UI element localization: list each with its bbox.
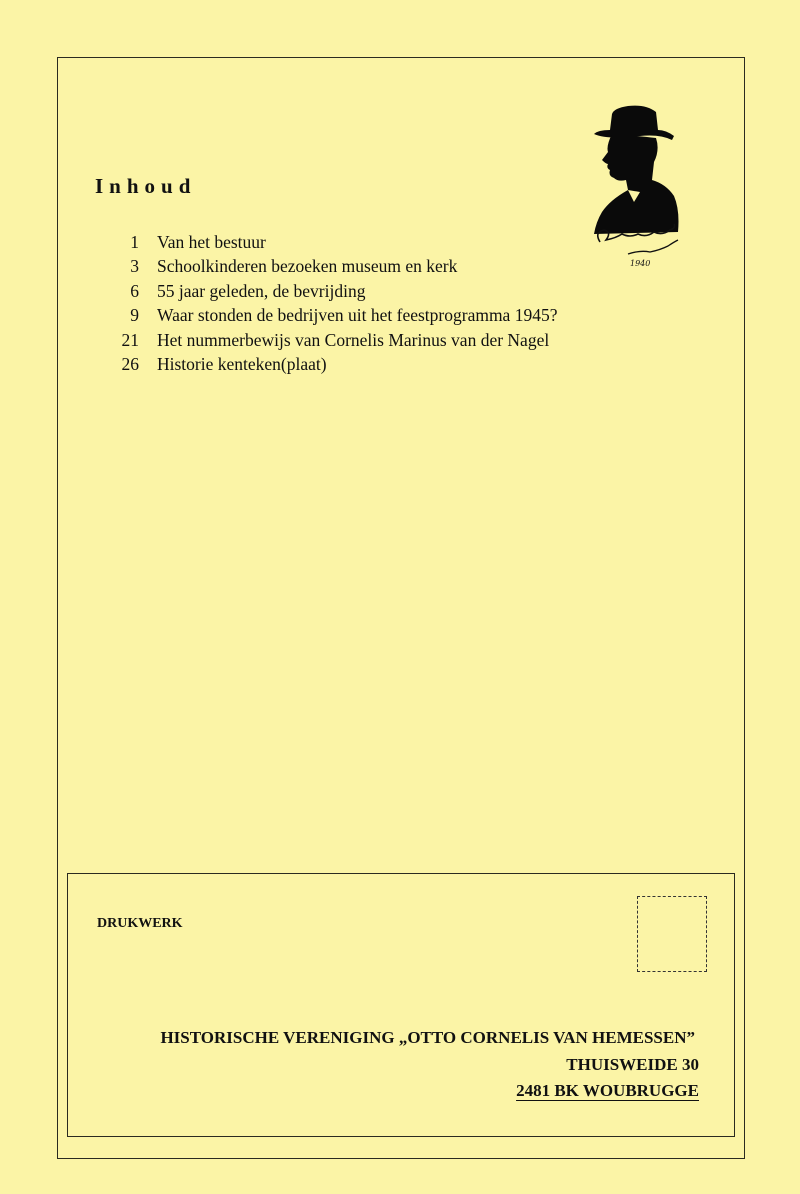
silhouette-portrait-icon bbox=[588, 100, 688, 270]
entry-title: 55 jaar geleden, de bevrijding bbox=[157, 280, 366, 301]
stamp-placeholder-icon bbox=[637, 896, 707, 972]
entry-page-number: 21 bbox=[121, 329, 139, 350]
entry-title: Historie kenteken(plaat) bbox=[157, 354, 327, 375]
entry-title: Waar stonden de bedrijven uit het feestprogramma 1945? bbox=[157, 305, 558, 326]
svg-text:1940: 1940 bbox=[630, 259, 651, 268]
contents-heading: Inhoud bbox=[95, 174, 197, 198]
entry-page-number: 9 bbox=[130, 305, 139, 326]
entry-title: Het nummerbewijs van Cornelis Marinus van der Nagel bbox=[157, 329, 550, 350]
entry-title: Schoolkinderen bezoeken museum en kerk bbox=[157, 256, 458, 277]
entry-page-number: 26 bbox=[121, 354, 139, 375]
sender-city: 2481 BK WOUBRUGGE bbox=[516, 1081, 699, 1100]
contents-entry bbox=[100, 230, 557, 254]
contents-entry bbox=[100, 352, 557, 376]
contents-entry bbox=[100, 328, 557, 352]
sender-street: THUISWEIDE 30 bbox=[566, 1055, 699, 1074]
contents-list bbox=[100, 230, 557, 376]
print-matter-label: DRUKWERK bbox=[97, 916, 183, 931]
sender-organization: HISTORISCHE VERENIGING „OTTO CORNELIS VAN HEMESSEN” bbox=[160, 1028, 695, 1047]
entry-page-number: 1 bbox=[130, 232, 139, 252]
contents-entry bbox=[100, 303, 557, 327]
entry-page-number: 6 bbox=[130, 280, 139, 301]
entry-title: Van het bestuur bbox=[157, 232, 266, 252]
entry-page-number: 3 bbox=[130, 256, 139, 277]
contents-entry bbox=[100, 254, 557, 278]
contents-entry bbox=[100, 279, 557, 303]
